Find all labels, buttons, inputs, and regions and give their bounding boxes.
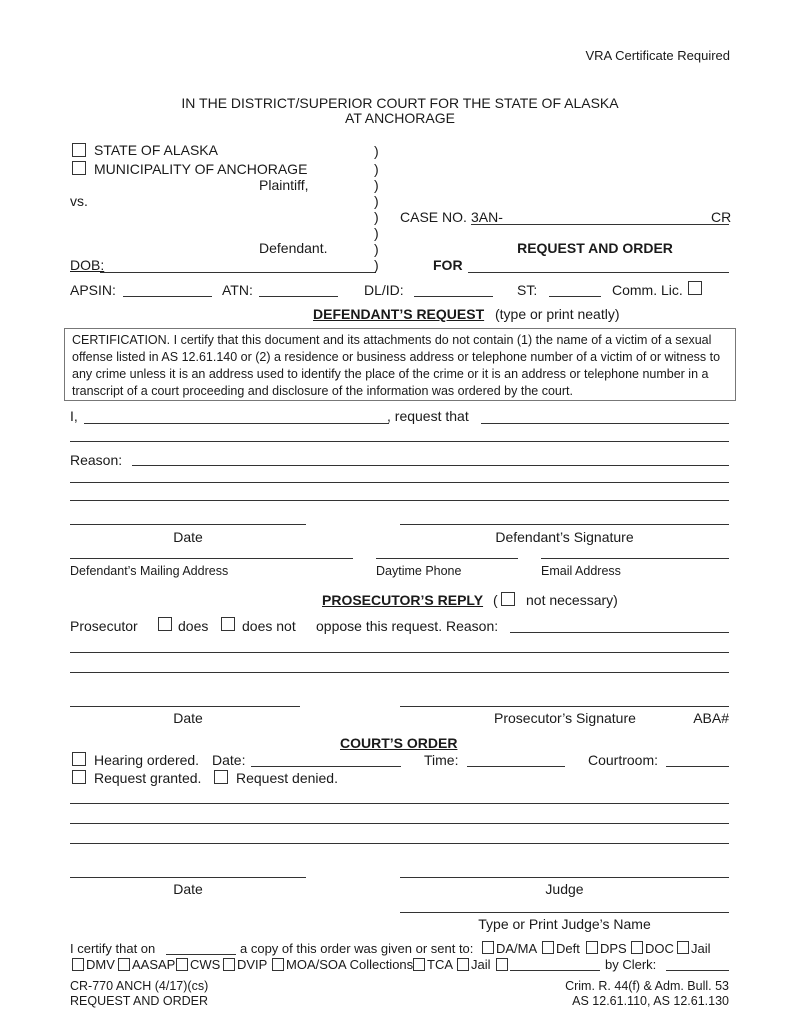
order-line[interactable] [70,843,729,844]
comm-lic-label: Comm. Lic. [612,282,683,298]
defendant-signature-label: Defendant’s Signature [495,529,634,545]
reason-line[interactable] [70,500,729,501]
case-no-prefix: 3AN- [471,209,503,225]
court-location: AT ANCHORAGE [345,110,455,126]
hearing-date-field[interactable] [251,766,401,767]
prosecutor-date-field[interactable] [70,706,300,707]
vra-notice: VRA Certificate Required [585,48,730,63]
certification-box: CERTIFICATION. I certify that this document and its attachments do not contain (1) the name of a victim of a sexual offense listed in AS 12.61.140 or (2) a residence or business address or telephone number of a victim of or witness to any crime unless it is an address used to identify the place of the crime or it is an address or telephone number in a transcript of a court proceeding and disclosure of the information was ordered by the court. [64,328,736,401]
document-title: REQUEST AND ORDER [517,240,673,256]
dob-label: DOB: [70,257,105,273]
courts-order-heading: COURT’S ORDER [340,735,458,751]
comm-lic-checkbox[interactable] [688,281,702,295]
does-checkbox[interactable] [158,617,172,631]
tca-checkbox[interactable] [413,958,425,971]
judge-date-field[interactable] [70,877,306,878]
clerk-field[interactable] [666,970,729,971]
jail-2-checkbox[interactable] [457,958,469,971]
not-necessary-checkbox[interactable] [501,592,515,606]
form-number: CR-770 ANCH (4/17)(cs) [70,979,209,993]
prosecutor-reason-line[interactable] [70,652,729,653]
daytime-phone-label: Daytime Phone [376,564,462,578]
form-title: REQUEST AND ORDER [70,994,208,1008]
cws-checkbox[interactable] [176,958,188,971]
st-label: ST: [517,282,538,298]
dvip-label: DVIP [237,957,268,972]
oppose-label: oppose this request. Reason: [316,618,499,634]
apsin-label: APSIN: [70,282,116,298]
open-paren: ( [493,592,498,608]
state-of-alaska-checkbox[interactable] [72,143,86,157]
request-line[interactable] [70,441,729,442]
cws-label: CWS [190,957,221,972]
prosecutor-reason-field[interactable] [510,632,729,633]
mailing-address-field[interactable] [70,558,353,559]
prosecutor-signature-field[interactable] [400,706,729,707]
request-denied-label: Request denied. [236,770,338,786]
request-denied-checkbox[interactable] [214,770,228,784]
dob-field[interactable] [100,272,376,273]
paren: ) [374,193,379,209]
case-no-label: CASE NO. [400,209,467,225]
dps-label: DPS [600,941,627,956]
moa-soa-collections-checkbox[interactable] [272,958,284,971]
jail-label: Jail [691,941,711,956]
prosecutors-reply-heading: PROSECUTOR’S REPLY [322,592,484,608]
other-recipient-field[interactable] [510,970,600,971]
paren: ) [374,177,379,193]
defendant-label: Defendant. [259,240,328,256]
state-of-alaska-label: STATE OF ALASKA [94,142,218,158]
dmv-label: DMV [86,957,115,972]
certify-mid: a copy of this order was given or sent to: [240,941,474,956]
rule-reference: Crim. R. 44(f) & Adm. Bull. 53 [565,979,729,993]
by-clerk-label: by Clerk: [605,957,657,972]
dlid-label: DL/ID: [364,282,404,298]
case-no-suffix: CR [711,209,732,225]
prosecutor-reason-line[interactable] [70,672,729,673]
does-not-label: does not [242,618,296,634]
request-granted-checkbox[interactable] [72,770,86,784]
deft-checkbox[interactable] [542,941,554,954]
judge-label: Judge [545,881,584,897]
judge-name-label: Type or Print Judge’s Name [478,916,651,932]
order-line[interactable] [70,803,729,804]
hearing-time-label: Time: [424,752,459,768]
municipality-label: MUNICIPALITY OF ANCHORAGE [94,161,308,177]
hearing-time-field[interactable] [467,766,565,767]
daytime-phone-field[interactable] [376,558,518,559]
court-name: IN THE DISTRICT/SUPERIOR COURT FOR THE STATE OF ALASKA [181,95,619,111]
request-granted-label: Request granted. [94,770,202,786]
defendant-date-field[interactable] [70,524,306,525]
does-not-checkbox[interactable] [221,617,235,631]
copy-date-field[interactable] [166,954,236,955]
paren: ) [374,257,379,273]
tca-label: TCA [427,957,453,972]
apsin-field[interactable] [123,296,212,297]
dlid-field[interactable] [414,296,493,297]
doc-checkbox[interactable] [631,941,643,954]
atn-label: ATN: [222,282,253,298]
paren: ) [374,209,379,225]
municipality-checkbox[interactable] [72,161,86,175]
aasap-checkbox[interactable] [118,958,130,971]
moa-soa-collections-label: MOA/SOA Collections [286,957,414,972]
defendants-request-heading: DEFENDANT’S REQUEST [313,306,485,322]
plaintiff-label: Plaintiff, [259,177,309,193]
jail-2-label: Jail [471,957,491,972]
deft-label: Deft [556,941,580,956]
paren: ) [374,225,379,241]
hearing-date-label: Date: [212,752,246,768]
aba-label: ABA# [693,710,729,726]
for-label: FOR [433,257,463,273]
order-line[interactable] [70,823,729,824]
defendant-signature-field[interactable] [400,524,729,525]
da-ma-label: DA/MA [496,941,538,956]
st-field[interactable] [549,296,601,297]
i-label: I, [70,408,78,424]
courtroom-field[interactable] [666,766,729,767]
certify-prefix: I certify that on [70,941,156,956]
request-that-field[interactable] [481,423,729,424]
atn-field[interactable] [259,296,338,297]
reason-label: Reason: [70,452,123,468]
prosecutor-signature-label: Prosecutor’s Signature [494,710,636,726]
prosecutor-label: Prosecutor [70,618,138,634]
judge-date-label: Date [173,881,203,897]
judge-name-field[interactable] [400,912,729,913]
dmv-checkbox[interactable] [72,958,84,971]
prosecutor-date-label: Date [173,710,203,726]
courtroom-label: Courtroom: [588,752,659,768]
doc-label: DOC [645,941,674,956]
reason-line[interactable] [70,482,729,483]
email-field[interactable] [541,558,729,559]
mailing-address-label: Defendant’s Mailing Address [70,564,229,578]
for-field[interactable] [468,272,729,273]
other-recipient-checkbox[interactable] [496,958,508,971]
defendant-name-field[interactable] [84,423,389,424]
hearing-ordered-checkbox[interactable] [72,752,86,766]
da-ma-checkbox[interactable] [482,941,494,954]
paren: ) [374,143,379,159]
paren: ) [374,241,379,257]
dvip-checkbox[interactable] [223,958,235,971]
request-that-label: , request that [387,408,469,424]
defendant-date-label: Date [173,529,203,545]
does-label: does [178,618,209,634]
case-number-field[interactable] [471,224,729,225]
aasap-label: AASAP [132,957,176,972]
dps-checkbox[interactable] [586,941,598,954]
reason-field[interactable] [132,465,729,466]
vs-label: vs. [70,193,88,209]
jail-checkbox[interactable] [677,941,689,954]
defendants-request-note: (type or print neatly) [495,306,620,322]
judge-signature-field[interactable] [400,877,729,878]
statute-reference: AS 12.61.110, AS 12.61.130 [572,994,729,1008]
paren: ) [374,161,379,177]
not-necessary-label: not necessary) [526,592,618,608]
email-label: Email Address [541,564,621,578]
hearing-ordered-label: Hearing ordered. [94,752,200,768]
